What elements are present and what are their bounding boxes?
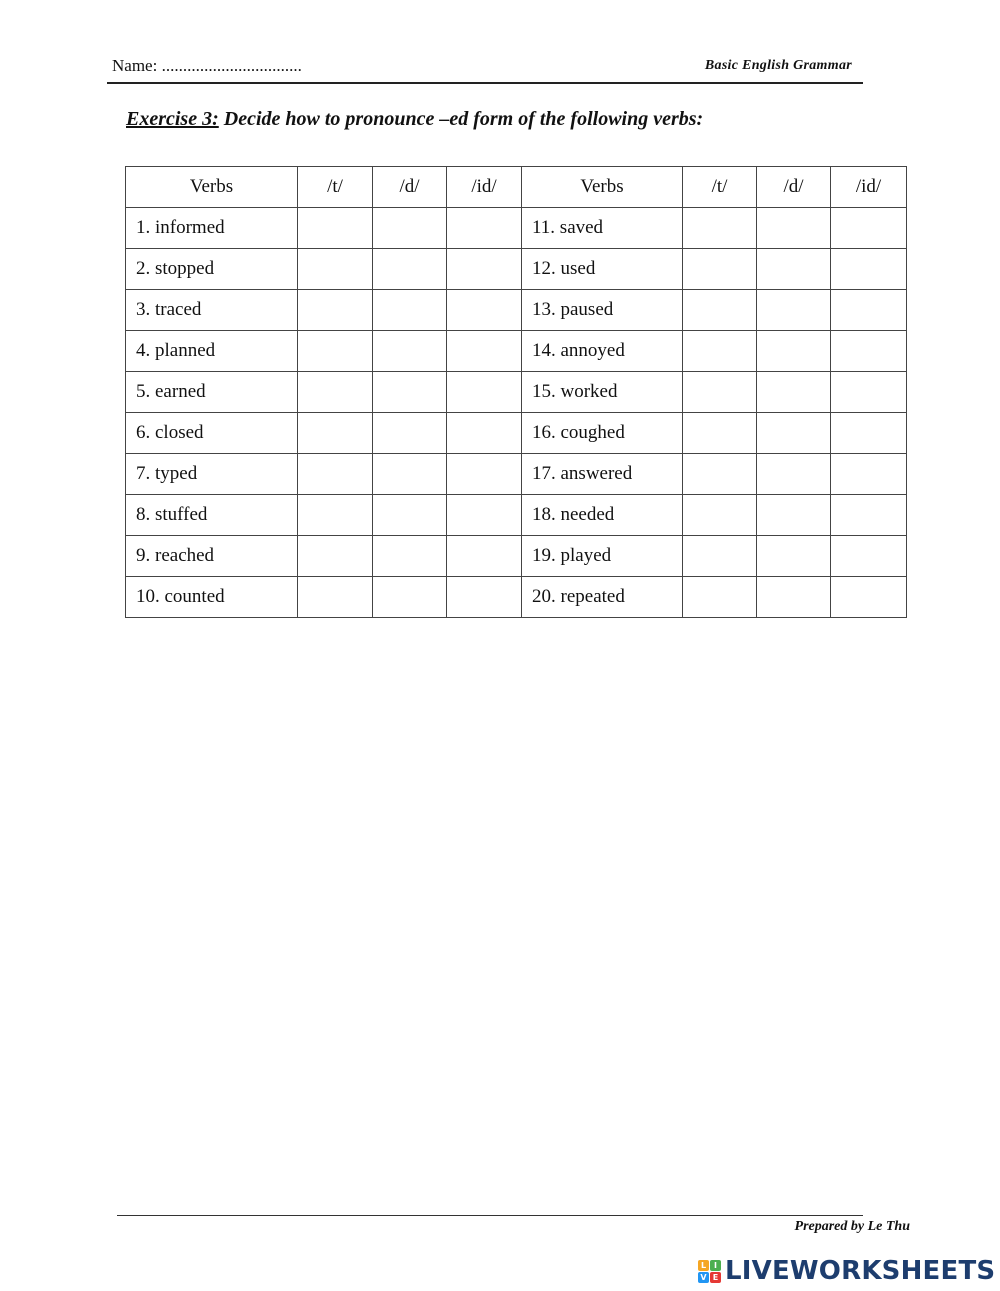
- exercise-label: Exercise 3:: [126, 108, 219, 130]
- right-verb-cell: 13. paused: [522, 290, 683, 331]
- footer-divider: [117, 1215, 863, 1216]
- answer-cell-t[interactable]: [683, 290, 757, 331]
- table-row: [126, 454, 907, 495]
- exercise-title: [126, 108, 703, 131]
- table-body: [126, 208, 907, 618]
- answer-cell-d[interactable]: [757, 413, 831, 454]
- exercise-instruction: Decide how to pronounce –ed form of the following verbs:: [218, 108, 704, 130]
- table-row: [126, 536, 907, 577]
- left-verb-cell: 4. planned: [126, 331, 298, 372]
- answer-cell-d[interactable]: [757, 331, 831, 372]
- table-row: [126, 413, 907, 454]
- table-header-row: [126, 167, 907, 208]
- right-verb-cell: 12. used: [522, 249, 683, 290]
- column-header: /id/: [831, 167, 907, 208]
- right-verb-cell: 16. coughed: [522, 413, 683, 454]
- brand-wordmark: LIVEWORKSHEETS: [725, 1256, 996, 1286]
- answer-cell-d[interactable]: [757, 454, 831, 495]
- column-header: Verbs: [522, 167, 683, 208]
- answer-cell-t[interactable]: [683, 208, 757, 249]
- answer-cell-id[interactable]: [831, 454, 907, 495]
- answer-cell-d[interactable]: [373, 372, 447, 413]
- logo-tile: V: [698, 1272, 709, 1283]
- answer-cell-id[interactable]: [447, 331, 522, 372]
- column-header: /id/: [447, 167, 522, 208]
- answer-cell-id[interactable]: [831, 577, 907, 618]
- answer-cell-d[interactable]: [757, 249, 831, 290]
- answer-cell-id[interactable]: [831, 536, 907, 577]
- table-row: [126, 208, 907, 249]
- answer-cell-d[interactable]: [373, 331, 447, 372]
- answer-cell-t[interactable]: [298, 495, 373, 536]
- column-header: /t/: [298, 167, 373, 208]
- answer-cell-t[interactable]: [683, 454, 757, 495]
- column-header: Verbs: [126, 167, 298, 208]
- answer-cell-t[interactable]: [298, 249, 373, 290]
- answer-cell-id[interactable]: [831, 372, 907, 413]
- table-row: [126, 495, 907, 536]
- answer-cell-d[interactable]: [373, 208, 447, 249]
- answer-cell-id[interactable]: [447, 577, 522, 618]
- answer-cell-d[interactable]: [373, 495, 447, 536]
- answer-cell-d[interactable]: [373, 290, 447, 331]
- answer-cell-id[interactable]: [831, 495, 907, 536]
- answer-cell-t[interactable]: [683, 331, 757, 372]
- left-verb-cell: 1. informed: [126, 208, 298, 249]
- answer-cell-id[interactable]: [831, 290, 907, 331]
- liveworksheets-brand: [698, 1256, 995, 1286]
- course-title: Basic English Grammar: [704, 58, 852, 73]
- left-verb-cell: 6. closed: [126, 413, 298, 454]
- header-divider: [107, 82, 863, 84]
- right-verb-cell: 20. repeated: [522, 577, 683, 618]
- left-verb-cell: 8. stuffed: [126, 495, 298, 536]
- logo-tile: I: [710, 1260, 721, 1271]
- answer-cell-t[interactable]: [298, 208, 373, 249]
- right-verb-cell: 11. saved: [522, 208, 683, 249]
- right-verb-cell: 18. needed: [522, 495, 683, 536]
- answer-cell-id[interactable]: [447, 454, 522, 495]
- answer-cell-id[interactable]: [447, 495, 522, 536]
- right-verb-cell: 17. answered: [522, 454, 683, 495]
- column-header: /t/: [683, 167, 757, 208]
- answer-cell-t[interactable]: [298, 577, 373, 618]
- right-verb-cell: 19. played: [522, 536, 683, 577]
- logo-tile: E: [710, 1272, 721, 1283]
- column-header: /d/: [373, 167, 447, 208]
- liveworksheets-logo-icon: [698, 1260, 721, 1283]
- answer-cell-d[interactable]: [757, 208, 831, 249]
- prepared-by-credit: Prepared by Le Thu: [794, 1219, 910, 1234]
- answer-cell-id[interactable]: [447, 372, 522, 413]
- answer-cell-id[interactable]: [447, 413, 522, 454]
- answer-cell-t[interactable]: [298, 454, 373, 495]
- left-verb-cell: 5. earned: [126, 372, 298, 413]
- answer-cell-d[interactable]: [373, 536, 447, 577]
- right-verb-cell: 14. annoyed: [522, 331, 683, 372]
- table-row: [126, 249, 907, 290]
- answer-cell-d[interactable]: [373, 249, 447, 290]
- left-verb-cell: 10. counted: [126, 577, 298, 618]
- answer-cell-d[interactable]: [757, 495, 831, 536]
- answer-cell-d[interactable]: [757, 536, 831, 577]
- left-verb-cell: 9. reached: [126, 536, 298, 577]
- answer-cell-d[interactable]: [757, 577, 831, 618]
- answer-cell-id[interactable]: [447, 290, 522, 331]
- answer-cell-d[interactable]: [757, 290, 831, 331]
- verb-pronunciation-table: [125, 166, 907, 618]
- answer-cell-t[interactable]: [298, 536, 373, 577]
- answer-cell-id[interactable]: [831, 331, 907, 372]
- name-field-label: Name: .................................: [112, 56, 302, 75]
- answer-cell-t[interactable]: [298, 413, 373, 454]
- answer-cell-id[interactable]: [831, 249, 907, 290]
- answer-cell-t[interactable]: [298, 290, 373, 331]
- answer-cell-id[interactable]: [447, 208, 522, 249]
- column-header: /d/: [757, 167, 831, 208]
- answer-cell-id[interactable]: [831, 413, 907, 454]
- answer-cell-t[interactable]: [298, 372, 373, 413]
- answer-cell-id[interactable]: [831, 208, 907, 249]
- answer-cell-d[interactable]: [373, 454, 447, 495]
- answer-cell-t[interactable]: [683, 372, 757, 413]
- answer-cell-t[interactable]: [298, 331, 373, 372]
- answer-cell-d[interactable]: [757, 372, 831, 413]
- left-verb-cell: 3. traced: [126, 290, 298, 331]
- answer-cell-id[interactable]: [447, 249, 522, 290]
- answer-cell-t[interactable]: [683, 495, 757, 536]
- page-header: [112, 56, 862, 80]
- table-row: [126, 290, 907, 331]
- right-verb-cell: 15. worked: [522, 372, 683, 413]
- left-verb-cell: 7. typed: [126, 454, 298, 495]
- answer-cell-d[interactable]: [373, 577, 447, 618]
- table-row: [126, 372, 907, 413]
- answer-cell-id[interactable]: [447, 536, 522, 577]
- answer-cell-d[interactable]: [373, 413, 447, 454]
- answer-cell-t[interactable]: [683, 577, 757, 618]
- table-row: [126, 331, 907, 372]
- logo-tile: L: [698, 1260, 709, 1271]
- answer-cell-t[interactable]: [683, 536, 757, 577]
- answer-cell-t[interactable]: [683, 249, 757, 290]
- answer-cell-t[interactable]: [683, 413, 757, 454]
- left-verb-cell: 2. stopped: [126, 249, 298, 290]
- table-row: [126, 577, 907, 618]
